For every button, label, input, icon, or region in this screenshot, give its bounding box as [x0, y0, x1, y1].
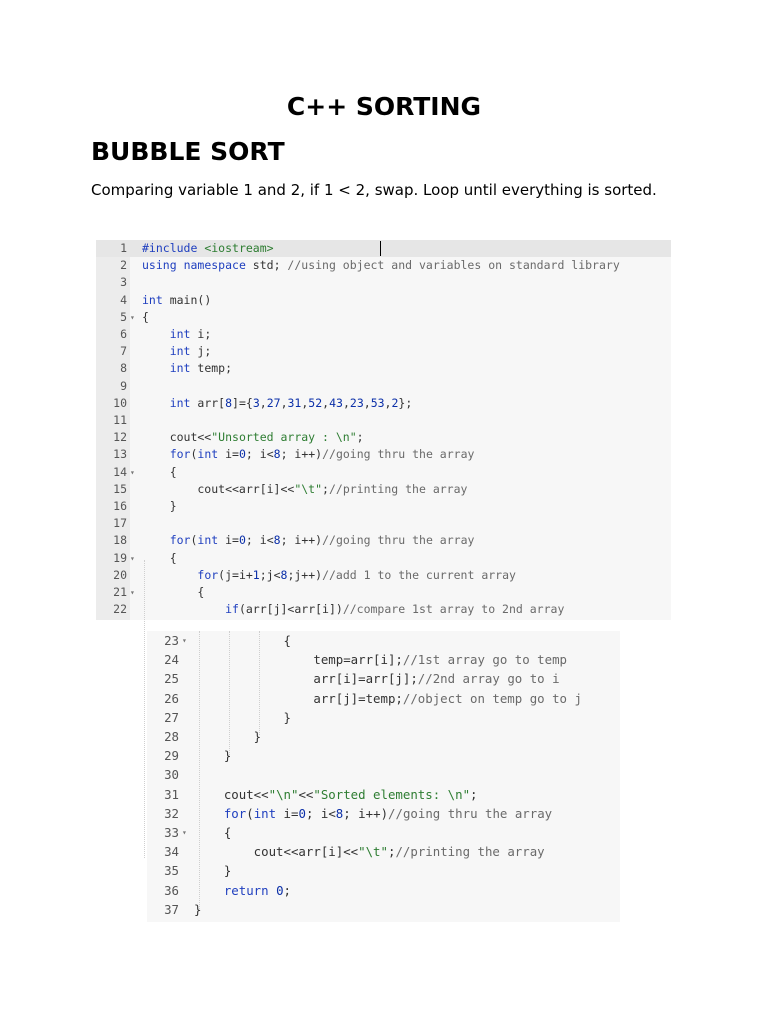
line-number: 3 [120, 275, 127, 290]
code-text: temp=arr[i];//1st array go to temp [194, 652, 567, 668]
code-text: for(int i=0; i<8; i++)//going thru the array [169, 447, 475, 462]
fold-toggle-icon[interactable]: ▾ [182, 636, 187, 645]
line-number: 20 [113, 567, 127, 582]
fold-toggle-icon[interactable]: ▾ [130, 588, 135, 597]
code-text: } [194, 901, 202, 917]
line-number: 35 [164, 863, 179, 879]
line-number: 32 [164, 805, 179, 821]
line-number: 1 [120, 241, 127, 255]
line-number: 12 [113, 430, 127, 445]
line-number: 34 [164, 844, 179, 860]
line-number: 7 [120, 344, 127, 359]
line-number: 15 [113, 481, 127, 496]
code-text: cout<<arr[i]<<"\t";//printing the array [194, 844, 545, 860]
line-number: 6 [120, 327, 127, 341]
indent-guide [144, 560, 145, 858]
code-text: } [194, 863, 232, 879]
line-number: 22 [113, 602, 127, 617]
code-text: for(j=i+1;j<8;j++)//add 1 to the current array [197, 567, 516, 582]
document-title: C++ SORTING [286, 92, 482, 121]
code-text: #include <iostream> [142, 241, 274, 255]
line-number: 27 [164, 709, 179, 725]
code-screenshot-part-1 [96, 240, 671, 620]
section-heading: BUBBLE SORT [91, 137, 285, 166]
code-screenshot-part-2 [147, 631, 620, 922]
indent-guide [199, 631, 200, 909]
code-text: cout<<arr[i]<<"\t";//printing the array [142, 481, 468, 496]
section-description: Comparing variable 1 and 2, if 1 < 2, swap. Loop until everything is sorted. [91, 181, 657, 199]
fold-toggle-icon[interactable]: ▾ [182, 828, 187, 837]
indent-guide [229, 631, 230, 755]
code-text: if(arr[j]<arr[i])//compare 1st array to 2nd array [225, 602, 565, 617]
code-text: for(int i=0; i<8; i++)//going thru the array [169, 533, 475, 548]
code-text: } [194, 748, 232, 764]
line-number: 18 [113, 533, 127, 548]
line-number: 36 [164, 882, 179, 898]
line-number: 8 [120, 361, 127, 376]
indent-guide [259, 631, 260, 735]
line-number: 13 [113, 447, 127, 462]
code-text: int temp; [169, 361, 233, 376]
line-number: 17 [113, 516, 127, 531]
line-number: 26 [164, 690, 179, 706]
line-number: 30 [164, 767, 179, 783]
line-number: 28 [164, 729, 179, 744]
code-text: using namespace std; //using object and variables on standard library [142, 258, 620, 273]
line-number: 14 [113, 464, 127, 479]
code-text: { [142, 550, 177, 565]
fold-toggle-icon[interactable]: ▾ [130, 467, 135, 477]
line-number: 2 [120, 258, 127, 273]
code-text: int i; [169, 327, 212, 341]
code-text: } [142, 499, 177, 513]
line-number: 31 [164, 786, 179, 802]
code-text: int j; [169, 344, 212, 359]
code-text: cout<<"\n"<<"Sorted elements: \n"; [194, 786, 478, 802]
code-text: { [142, 309, 149, 324]
line-number: 5 [120, 309, 127, 324]
line-number: 9 [120, 378, 127, 393]
line-number: 24 [164, 652, 179, 668]
fold-toggle-icon[interactable]: ▾ [130, 553, 135, 563]
line-number: 4 [120, 292, 127, 307]
line-number: 25 [164, 671, 179, 687]
line-number: 37 [164, 901, 179, 917]
line-number: 33 [164, 825, 179, 840]
text-cursor [380, 241, 381, 256]
code-text: arr[i]=arr[j];//2nd array go to i [194, 671, 560, 687]
code-text: { [142, 585, 205, 599]
line-number: 29 [164, 748, 179, 764]
code-text: } [194, 729, 262, 744]
code-text: int main() [142, 292, 212, 307]
line-number: 11 [113, 413, 127, 427]
line-number: 23 [164, 633, 179, 648]
code-text: cout<<"Unsorted array : \n"; [142, 430, 364, 445]
line-number: 21 [113, 585, 127, 599]
code-text: { [194, 825, 232, 840]
fold-toggle-icon[interactable]: ▾ [130, 312, 135, 322]
line-number: 16 [113, 499, 127, 513]
code-text: } [194, 709, 291, 725]
code-text: arr[j]=temp;//object on temp go to j [194, 690, 582, 706]
line-number: 10 [113, 395, 127, 410]
code-text: { [142, 464, 177, 479]
code-text: return 0; [223, 882, 292, 898]
line-number: 19 [113, 550, 127, 565]
code-text: { [194, 633, 291, 648]
code-text: int arr[8]={3,27,31,52,43,23,53,2}; [169, 395, 413, 410]
code-text: for(int i=0; i<8; i++)//going thru the array [223, 805, 553, 821]
